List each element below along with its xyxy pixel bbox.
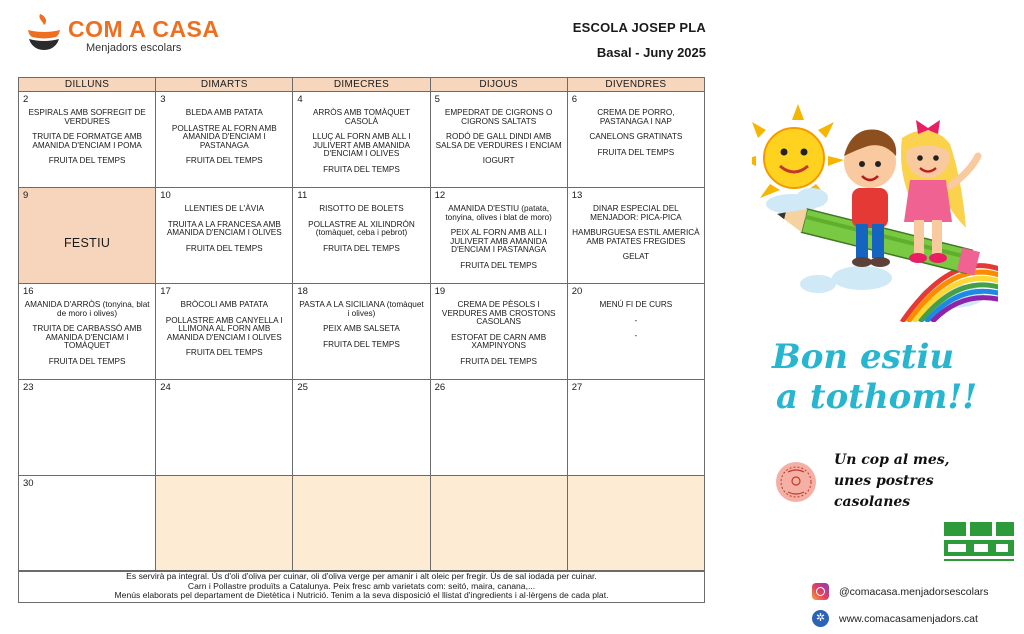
- daily-menu: [431, 188, 567, 271]
- menu-dish: DINAR ESPECIAL DEL MENJADOR: PICA-PICA: [590, 204, 682, 222]
- weekday-header-row: [19, 78, 705, 92]
- calendar-day-cell: [293, 380, 430, 476]
- menu-dish: FRUITA DEL TEMPS: [323, 164, 400, 174]
- menu-dish: LLUÇ AL FORN AMB ALL I JULIVERT AMB AMANIDA D'ENCIAM I OLIVES: [312, 132, 411, 159]
- footer-note-line: Es servirà pa integral. Ús d'oli d'oliva per cuinar, oli d'oliva verge per amanir i alt oleic per fregir. Ús de sal iodada per cuinar.: [126, 571, 597, 581]
- day-number: 3: [160, 94, 166, 105]
- daily-menu: [568, 188, 704, 262]
- menu-dish: FRUITA DEL TEMPS: [48, 156, 126, 166]
- menu-dish: FRUITA DEL TEMPS: [460, 260, 538, 270]
- weekday-header: DIVENDRES: [567, 78, 704, 92]
- summer-greeting-banner: [770, 337, 1010, 417]
- menu-dish: ESTOFAT DE CARN AMB XAMPINYONS: [451, 332, 547, 351]
- menu-dish: POLLASTRE AMB CANYELLA I LLIMONA AL FORN AMB AMANIDA D'ENCIAM I OLIVES: [165, 315, 283, 342]
- day-number: 17: [160, 286, 171, 297]
- weekday-header: DIMECRES: [293, 78, 430, 92]
- footer-note: [18, 570, 705, 603]
- calendar-day-cell: [156, 380, 293, 476]
- website-link[interactable]: [812, 610, 978, 627]
- instagram-handle: @comacasa.menjadorsescolars: [839, 585, 989, 598]
- day-number: 27: [571, 382, 583, 393]
- calendar-day-cell: [156, 284, 293, 380]
- calendar-day-cell: [19, 380, 156, 476]
- menu-dish: LLENTIES DE L'ÀVIA: [184, 204, 264, 213]
- calendar-day-cell: [567, 476, 704, 572]
- menu-dish: TRUITA DE FORMATGE AMB AMANIDA D'ENCIAM I POMA: [32, 132, 142, 150]
- monthly-dessert-note: Un cop al mes, unes postres casolanes: [834, 452, 950, 510]
- globe-icon: ✲: [812, 610, 829, 627]
- sun-icon: [752, 104, 844, 198]
- calendar-body: [19, 92, 705, 572]
- menu-dish: EMPEDRAT DE CIGRONS O CIGRONS SALTATS: [444, 108, 553, 126]
- calendar-day-cell: [156, 188, 293, 284]
- footer-note-line: Carn i Pollastre produïts a Catalunya. Peix fresc amb varietats com: seitó, maira, canana,...: [187, 580, 536, 591]
- calendar-day-cell: [430, 476, 567, 572]
- day-number: 2: [23, 94, 29, 105]
- calendar-day-cell: [430, 188, 567, 284]
- menu-dish: POLLASTRE AL FORN AMB AMANIDA D'ENCIAM I PASTANAGA: [171, 123, 277, 150]
- daily-menu: [568, 92, 704, 157]
- menu-dish: AMANIDA D'ARRÒS (tonyina, blat de moro i olives): [24, 300, 150, 318]
- daily-menu: [19, 92, 155, 166]
- day-number: 19: [434, 286, 446, 297]
- day-number: 30: [23, 478, 34, 489]
- daily-menu: [19, 284, 155, 367]
- daily-menu: [156, 188, 292, 253]
- daily-menu: [293, 284, 429, 349]
- day-number: 24: [160, 382, 171, 393]
- menu-dish: FRUITA DEL TEMPS: [323, 243, 400, 253]
- calendar-week-row: [19, 284, 705, 380]
- calendar-day-cell: [293, 188, 430, 284]
- menu-dish: BRÒCOLI AMB PATATA: [180, 300, 269, 309]
- day-number: 10: [160, 190, 171, 201]
- menu-dish: MENÚ FI DE CURS: [599, 300, 673, 309]
- calendar-day-cell: [156, 92, 293, 188]
- brand-logo: [24, 10, 224, 64]
- calendar-day-cell: [19, 92, 156, 188]
- calendar-day-cell: [156, 476, 293, 572]
- daily-menu: [156, 92, 292, 166]
- menu-dish: FRUITA DEL TEMPS: [48, 356, 126, 366]
- daily-menu: [431, 284, 567, 367]
- website-url: www.comacasamenjadors.cat: [839, 612, 978, 625]
- calendar-week-row: [19, 476, 705, 572]
- daily-menu: [431, 92, 567, 166]
- menu-dish: FRUITA DEL TEMPS: [185, 156, 263, 166]
- calendar-day-cell: [19, 284, 156, 380]
- menu-dish: FRUITA DEL TEMPS: [597, 147, 675, 157]
- day-number: 11: [297, 190, 308, 201]
- day-number: 25: [297, 382, 308, 393]
- menu-dish: GELAT: [622, 252, 649, 262]
- weekday-header: DILLUNS: [19, 78, 156, 92]
- menu-dish: POLLASTRE AL XILINDRÓN (tomàquet, ceba i pebrot): [308, 219, 415, 238]
- footer-note-line: Menús elaborats pel departament de Dietètica i Nutrició. Tenim a la seva disposició el llistat d'ingredients i al·lèrgens de cada plat.: [114, 590, 609, 601]
- school-name: ESCOLA JOSEP PLA: [572, 20, 706, 35]
- calendar-day-cell: [19, 188, 156, 284]
- menu-dish: FRUITA DEL TEMPS: [323, 339, 400, 349]
- day-number: 4: [297, 94, 303, 105]
- calendar-day-cell: [430, 92, 567, 188]
- calendar-day-cell: [430, 284, 567, 380]
- instagram-icon: [812, 583, 829, 600]
- holiday-label: FESTIU: [63, 236, 111, 250]
- day-number: 13: [571, 190, 583, 201]
- calendar-day-cell: [567, 284, 704, 380]
- menu-dish: PEIX AL FORN AMB ALL I JULIVERT AMB AMANIDA D'ENCIAM I PASTANAGA: [450, 228, 548, 255]
- menu-dish: PASTA A LA SICILIANA (tomàquet i olives): [299, 300, 424, 318]
- day-number: 12: [434, 190, 446, 201]
- calendar-week-row: [19, 380, 705, 476]
- bowl-logo-icon: [24, 10, 64, 54]
- calendar-day-cell: [567, 380, 704, 476]
- calendar-week-row: [19, 92, 705, 188]
- summer-greeting-line: Bon estiu: [772, 337, 955, 377]
- menu-dish: HAMBURGUESA ESTIL AMERICÀ AMB PATATES FREGIDES: [572, 228, 700, 246]
- day-number: 6: [571, 94, 578, 105]
- calendar-week-row: [19, 188, 705, 284]
- calendar-day-cell: [293, 476, 430, 572]
- menu-dish: RODÓ DE GALL DINDI AMB SALSA DE VERDURES I ENCIAM: [435, 132, 562, 150]
- menu-dish: FRUITA DEL TEMPS: [460, 356, 538, 366]
- calendar-day-cell: [19, 476, 156, 572]
- brand-name: COM A CASA: [68, 16, 220, 42]
- daily-menu: [293, 188, 429, 253]
- daily-menu: [156, 284, 292, 358]
- menu-dish: BLEDA AMB PATATA: [185, 108, 263, 117]
- day-number: 23: [23, 382, 34, 393]
- menu-dish: CREMA DE PÈSOLS I VERDURES AMB CROSTONS CASOLANS: [441, 300, 556, 327]
- day-number: 20: [571, 286, 583, 297]
- menu-title: Basal - Juny 2025: [596, 45, 706, 60]
- instagram-link[interactable]: [812, 583, 989, 600]
- menu-dish: CANELONS GRATINATS: [589, 132, 683, 142]
- day-number: 16: [23, 286, 34, 297]
- menu-dish: -: [634, 315, 638, 325]
- calendar-day-cell: [293, 92, 430, 188]
- day-number: 9: [23, 190, 29, 201]
- menu-dish: IOGURT: [482, 156, 515, 166]
- menu-dish: ESPIRALS AMB SOFREGIT DE VERDURES: [28, 108, 146, 126]
- menu-dish: AMANIDA D'ESTIU (patata, tonyina, olives i blat de moro): [445, 204, 552, 222]
- calendar-day-cell: [567, 188, 704, 284]
- menu-dish: PEIX AMB SALSETA: [323, 324, 400, 334]
- brand-subtitle: Menjadors escolars: [86, 42, 182, 54]
- summer-greeting-line: a tothom!!: [776, 377, 978, 417]
- calendar-day-cell: [567, 92, 704, 188]
- day-number: 26: [434, 382, 446, 393]
- menu-dish: -: [634, 331, 638, 341]
- menu-dish: RISOTTO DE BOLETS: [319, 204, 404, 213]
- menu-dish: TRUITA A LA FRANCESA AMB AMANIDA D'ENCIAM I OLIVES: [166, 219, 282, 238]
- menu-dish: CREMA DE PORRO, PASTANAGA I NAP: [597, 108, 675, 126]
- day-number: 18: [297, 286, 308, 297]
- day-number: 5: [434, 94, 440, 105]
- calendar-day-cell: [430, 380, 567, 476]
- menu-dish: ARRÒS AMB TOMÀQUET CASOLÀ: [312, 108, 410, 126]
- weekday-header: DIJOUS: [430, 78, 567, 92]
- calendar-day-cell: [293, 284, 430, 380]
- kids-on-pencil-illustration: [752, 100, 998, 322]
- weekday-header: DIMARTS: [156, 78, 293, 92]
- daily-menu: [293, 92, 429, 175]
- menu-dish: FRUITA DEL TEMPS: [185, 243, 263, 253]
- postres-casola-badge-icon: [772, 460, 820, 504]
- menu-dish: TRUITA DE CARBASSÓ AMB AMANIDA D'ENCIAM I TOMÀQUET: [32, 324, 142, 351]
- daily-menu: [568, 284, 704, 341]
- menu-calendar: [18, 77, 705, 572]
- bo-sa-daqui-logo-icon: [940, 520, 1018, 564]
- menu-dish: FRUITA DEL TEMPS: [185, 348, 263, 358]
